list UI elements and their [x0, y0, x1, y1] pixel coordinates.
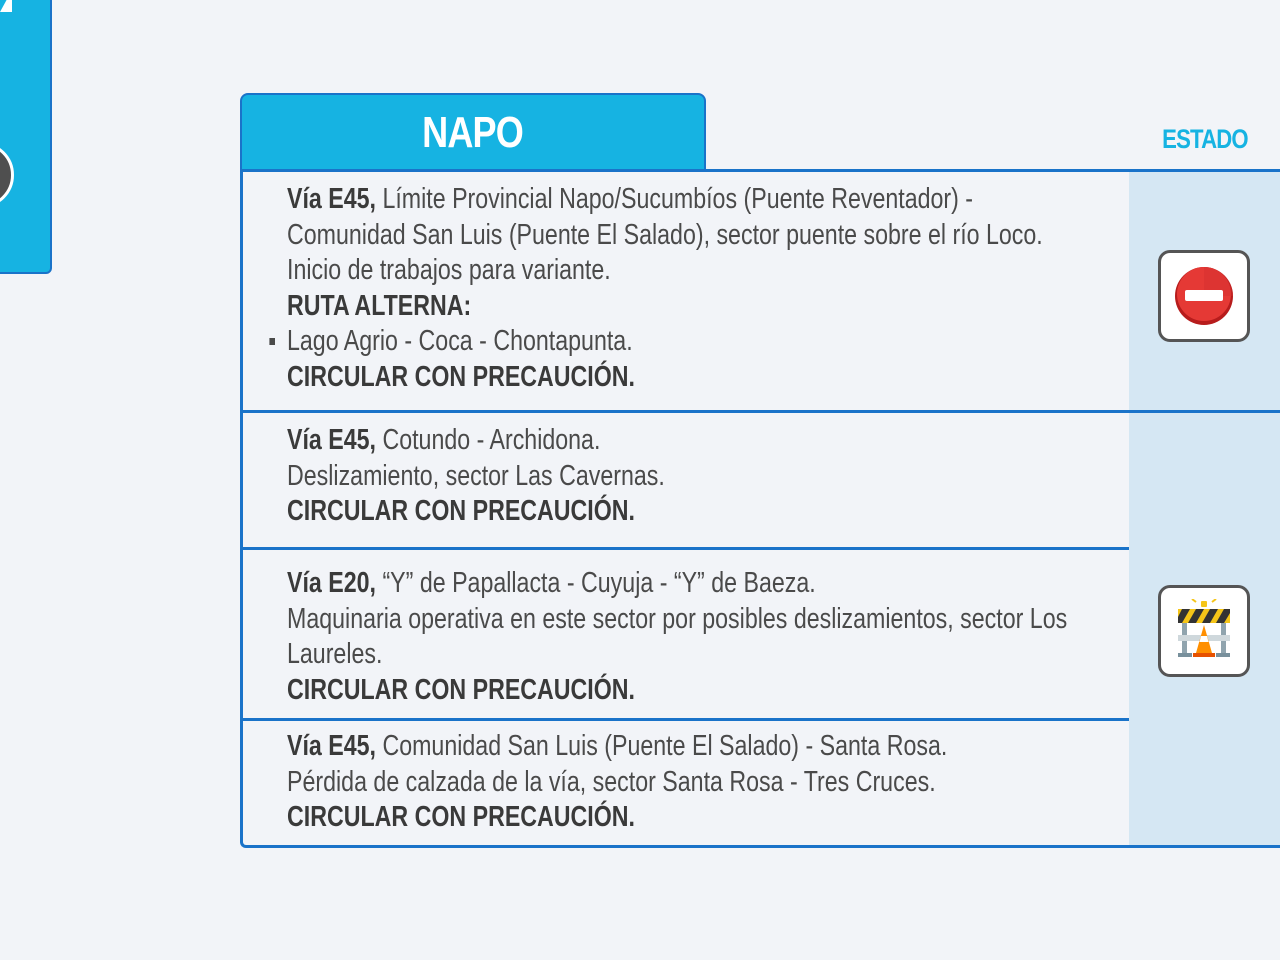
road-code: Vía E20,: [287, 567, 376, 599]
road-code: Vía E45,: [287, 183, 376, 215]
row-road-line: [287, 423, 961, 459]
row-divider: [243, 547, 1129, 550]
row-text: Cotundo - Archidona.: [376, 424, 601, 456]
alternate-route-text: Lago Agrio - Coca - Chontapunta.: [287, 325, 633, 357]
province-title: NAPO: [422, 107, 524, 157]
card-title-fragment: [0, 0, 12, 12]
row-text: Laureles.: [287, 638, 383, 670]
row-text: Inicio de trabajos para variante.: [287, 254, 611, 286]
row-road-line: [287, 729, 961, 765]
road-status-table: [240, 169, 1280, 848]
status-circle-icon: [0, 142, 14, 208]
road-works-barrier-icon: [1158, 585, 1250, 677]
row-text: Deslizamiento, sector Las Cavernas.: [287, 459, 665, 492]
table-row: [243, 566, 1129, 708]
no-entry-icon: [1158, 250, 1250, 342]
table-row: [243, 423, 1129, 530]
alternate-route-item: [287, 324, 961, 360]
road-code: Vía E45,: [287, 424, 376, 456]
row-text: Límite Provincial Napo/Sucumbíos (Puente Reventador) -: [376, 183, 974, 215]
row-text: Maquinaria operativa en este sector por posibles deslizamientos, sector Los: [287, 602, 1068, 635]
caution-text: CIRCULAR CON PRECAUCIÓN.: [287, 801, 635, 833]
road-code: Vía E45,: [287, 730, 376, 762]
table-row: [243, 729, 1129, 836]
row-text: Comunidad San Luis (Puente El Salado), sector puente sobre el río Loco.: [287, 218, 1043, 251]
no-entry-graphic: [1172, 264, 1236, 328]
road-works-graphic: [1172, 599, 1236, 663]
row-text: Pérdida de calzada de la vía, sector Santa Rosa - Tres Cruces.: [287, 765, 936, 798]
adjacent-province-card: [0, 0, 52, 274]
row-divider: [243, 410, 1280, 413]
caution-text: CIRCULAR CON PRECAUCIÓN.: [287, 673, 635, 706]
status-column-header: ESTADO: [1162, 124, 1248, 154]
row-text: Comunidad San Luis (Puente El Salado) - Santa Rosa.: [376, 730, 948, 762]
row-divider: [243, 718, 1129, 721]
caution-text: CIRCULAR CON PRECAUCIÓN.: [287, 360, 635, 393]
row-road-line: [287, 566, 961, 602]
caution-text: CIRCULAR CON PRECAUCIÓN.: [287, 495, 635, 527]
alternate-route-label: RUTA ALTERNA:: [287, 289, 472, 322]
table-row: [243, 182, 1129, 395]
row-text: “Y” de Papallacta - Cuyuja - “Y” de Baeza.: [376, 567, 816, 599]
bullet-icon: [269, 338, 275, 345]
province-header-tab: [240, 93, 706, 170]
row-road-line: [287, 182, 974, 218]
